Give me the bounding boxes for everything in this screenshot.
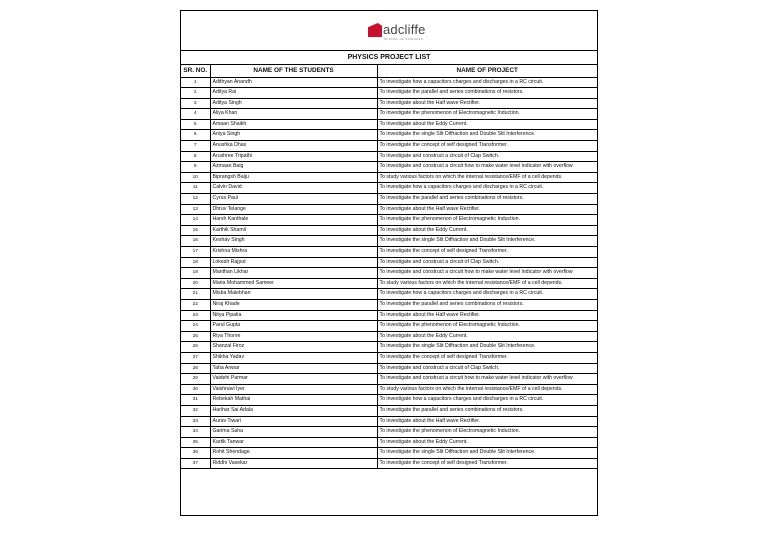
student-name-cell: Adithyan Anandh	[210, 77, 377, 88]
student-name-cell: Krishna Mishra	[210, 247, 377, 258]
project-name-cell: To investigate about the Half wave Rectifier.	[377, 416, 597, 427]
table-row	[181, 194, 597, 205]
sr-cell: 29	[181, 374, 210, 385]
table-row	[181, 88, 597, 99]
table-row	[181, 289, 597, 300]
student-name-cell: Harsh Kanthale	[210, 215, 377, 226]
table-row	[181, 395, 597, 406]
student-name-cell: Shikha Yadav	[210, 352, 377, 363]
sr-cell: 21	[181, 289, 210, 300]
table-row	[181, 405, 597, 416]
sr-cell: 13	[181, 204, 210, 215]
student-name-cell: Aditya Rai	[210, 88, 377, 99]
table-row	[181, 384, 597, 395]
table-row	[181, 342, 597, 353]
sr-cell: 23	[181, 310, 210, 321]
student-name-cell: Taha Anwar	[210, 363, 377, 374]
sr-cell: 36	[181, 448, 210, 459]
student-name-cell: Calvin David	[210, 183, 377, 194]
project-name-cell: To investigate the single Slit Diffraction and Double Slit Interference.	[377, 236, 597, 247]
student-name-cell: Shanzal Firoz	[210, 342, 377, 353]
project-name-cell: To investigate how a capacitors charges and discharges in a RC circuit.	[377, 183, 597, 194]
project-name-cell: To investigate and construct a circuit of Clap Switch.	[377, 151, 597, 162]
logo-r-icon	[368, 23, 382, 37]
project-name-cell: To investigate the phenomenon of Electromagnetic Induction.	[377, 109, 597, 120]
project-name-cell: To investigate and construct a circuit how to make water level indicator with overflow	[377, 162, 597, 173]
table-row	[181, 458, 597, 469]
student-name-cell: Cyrus Paul	[210, 194, 377, 205]
table-row	[181, 204, 597, 215]
table-row	[181, 416, 597, 427]
sr-cell: 33	[181, 416, 210, 427]
table-row	[181, 278, 597, 289]
student-name-cell: Biprangsh Baiju	[210, 172, 377, 183]
table-header-row	[181, 65, 597, 77]
project-name-cell: To study various factors on which the internal resistance/EMF of a cell depends.	[377, 278, 597, 289]
table-row	[181, 77, 597, 88]
student-name-cell: Misba Malebhari	[210, 289, 377, 300]
sr-cell: 28	[181, 363, 210, 374]
table-row	[181, 268, 597, 279]
student-name-cell: Vaidehi Parmar	[210, 374, 377, 385]
sr-cell: 31	[181, 395, 210, 406]
table-row	[181, 141, 597, 152]
header-project-name: NAME OF PROJECT	[377, 65, 597, 77]
logo-text: adcliffe	[383, 22, 426, 37]
header-sr-no: SR. NO.	[181, 65, 210, 77]
student-name-cell: Nitya Pipalia	[210, 310, 377, 321]
sr-cell: 27	[181, 352, 210, 363]
student-name-cell: Arushree Tripathi	[210, 151, 377, 162]
radcliffe-logo	[368, 23, 426, 41]
student-name-cell: Aditya Singh	[210, 98, 377, 109]
sr-cell: 32	[181, 405, 210, 416]
student-name-cell: Rebekah Mathai	[210, 395, 377, 406]
student-name-cell: Maria Mohammed Sameer	[210, 278, 377, 289]
student-name-cell: Manthan Likhar	[210, 268, 377, 279]
student-name-cell: Riya Thorve	[210, 331, 377, 342]
sr-cell: 25	[181, 331, 210, 342]
table-row	[181, 331, 597, 342]
sr-cell: 9	[181, 162, 210, 173]
table-row	[181, 257, 597, 268]
page-title: PHYSICS PROJECT LIST	[181, 51, 597, 65]
sr-cell: 30	[181, 384, 210, 395]
project-list-sheet	[180, 10, 598, 516]
table-row	[181, 172, 597, 183]
header-student-name: NAME OF THE STUDENTS	[210, 65, 377, 77]
project-name-cell: To investigate the phenomenon of Electromagnetic Induction.	[377, 321, 597, 332]
project-name-cell: To investigate about the Half wave Rectifier.	[377, 310, 597, 321]
table-row	[181, 363, 597, 374]
project-name-cell: To investigate the concept of self designed Transformer.	[377, 352, 597, 363]
sr-cell: 15	[181, 225, 210, 236]
student-name-cell: Aliya Khan	[210, 109, 377, 120]
student-name-cell: Aurav Tiwari	[210, 416, 377, 427]
sr-cell: 37	[181, 458, 210, 469]
table-row	[181, 162, 597, 173]
logo-header	[181, 11, 597, 51]
table-row	[181, 109, 597, 120]
sr-cell: 5	[181, 119, 210, 130]
table-row	[181, 247, 597, 258]
project-name-cell: To investigate the single Slit Diffraction and Double Slit Interference.	[377, 130, 597, 141]
table-row	[181, 321, 597, 332]
sr-cell: 10	[181, 172, 210, 183]
project-name-cell: To investigate the phenomenon of Electromagnetic Induction.	[377, 427, 597, 438]
student-name-cell: Keshav Singh	[210, 236, 377, 247]
sr-cell: 20	[181, 278, 210, 289]
sr-cell: 1	[181, 77, 210, 88]
student-name-cell: Riddhi Vasekar	[210, 458, 377, 469]
project-name-cell: To investigate the concept of self designed Transformer.	[377, 141, 597, 152]
student-name-cell: Anushka Dhas	[210, 141, 377, 152]
project-name-cell: To investigate about the Eddy Current.	[377, 331, 597, 342]
project-name-cell: To investigate the parallel and series combinations of resistors.	[377, 194, 597, 205]
project-name-cell: To investigate about the Eddy Current.	[377, 119, 597, 130]
table-row	[181, 225, 597, 236]
table-row	[181, 151, 597, 162]
sr-cell: 19	[181, 268, 210, 279]
project-name-cell: To investigate how a capacitors charges and discharges in a RC circuit.	[377, 395, 597, 406]
sr-cell: 8	[181, 151, 210, 162]
project-table	[181, 65, 597, 469]
sr-cell: 12	[181, 194, 210, 205]
project-name-cell: To investigate and construct a circuit of Clap Switch.	[377, 257, 597, 268]
sr-cell: 14	[181, 215, 210, 226]
project-name-cell: To investigate and construct a circuit of Clap Switch.	[377, 363, 597, 374]
project-name-cell: To investigate how a capacitors charges and discharges in a RC circuit.	[377, 77, 597, 88]
table-row	[181, 437, 597, 448]
sr-cell: 17	[181, 247, 210, 258]
student-name-cell: Kartik Tanwar	[210, 437, 377, 448]
project-name-cell: To investigate how a capacitors charges and discharges in a RC circuit.	[377, 289, 597, 300]
student-name-cell: Harihar Sai Adala	[210, 405, 377, 416]
project-name-cell: To investigate the concept of self designed Transformer.	[377, 458, 597, 469]
sr-cell: 6	[181, 130, 210, 141]
project-name-cell: To investigate the concept of self designed Transformer.	[377, 247, 597, 258]
student-name-cell: Vaishnavi Iyer	[210, 384, 377, 395]
table-row	[181, 310, 597, 321]
sr-cell: 4	[181, 109, 210, 120]
sr-cell: 18	[181, 257, 210, 268]
project-name-cell: To investigate the parallel and series combinations of resistors.	[377, 88, 597, 99]
project-name-cell: To investigate and construct a circuit how to make water level indicator with overflow	[377, 374, 597, 385]
sr-cell: 26	[181, 342, 210, 353]
project-name-cell: To investigate about the Eddy Current.	[377, 437, 597, 448]
project-name-cell: To study various factors on which the internal resistance/EMF of a cell depends.	[377, 172, 597, 183]
sr-cell: 7	[181, 141, 210, 152]
table-row	[181, 448, 597, 459]
student-name-cell: Lokesh Rajput	[210, 257, 377, 268]
table-row	[181, 374, 597, 385]
table-row	[181, 130, 597, 141]
table-row	[181, 98, 597, 109]
project-name-cell: To investigate about the Half wave Rectifier.	[377, 204, 597, 215]
sr-cell: 11	[181, 183, 210, 194]
student-name-cell: Aniya Singh	[210, 130, 377, 141]
sr-cell: 34	[181, 427, 210, 438]
student-name-cell: Parul Gupta	[210, 321, 377, 332]
project-name-cell: To investigate about the Eddy Current.	[377, 225, 597, 236]
sr-cell: 24	[181, 321, 210, 332]
project-name-cell: To investigate the parallel and series combinations of resistors.	[377, 405, 597, 416]
table-row	[181, 236, 597, 247]
sr-cell: 3	[181, 98, 210, 109]
student-name-cell: Azmaan Baig	[210, 162, 377, 173]
table-row	[181, 352, 597, 363]
project-name-cell: To investigate the single Slit Diffraction and Double Slit Interference.	[377, 448, 597, 459]
sr-cell: 2	[181, 88, 210, 99]
table-row	[181, 183, 597, 194]
sr-cell: 35	[181, 437, 210, 448]
table-row	[181, 299, 597, 310]
project-name-cell: To study various factors on which the internal resistance/EMF of a cell depends.	[377, 384, 597, 395]
sr-cell: 22	[181, 299, 210, 310]
project-name-cell: To investigate the single Slit Diffraction and Double Slit Interference.	[377, 342, 597, 353]
project-name-cell: To investigate the parallel and series combinations of resistors.	[377, 299, 597, 310]
student-name-cell: Karthik Shamil	[210, 225, 377, 236]
logo-subtext: SCHOOL OF SCIENCES	[384, 37, 424, 41]
sr-cell: 16	[181, 236, 210, 247]
project-name-cell: To investigate the phenomenon of Electromagnetic Induction.	[377, 215, 597, 226]
project-name-cell: To investigate about the Half wave Rectifier.	[377, 98, 597, 109]
student-name-cell: Amaan Shaikh	[210, 119, 377, 130]
student-name-cell: Dhruv Telange	[210, 204, 377, 215]
student-name-cell: Rohit Shendage	[210, 448, 377, 459]
table-row	[181, 427, 597, 438]
student-name-cell: Niraj Khade	[210, 299, 377, 310]
table-row	[181, 215, 597, 226]
table-row	[181, 119, 597, 130]
student-name-cell: Garima Saha	[210, 427, 377, 438]
project-name-cell: To investigate and construct a circuit how to make water level indicator with overflow	[377, 268, 597, 279]
